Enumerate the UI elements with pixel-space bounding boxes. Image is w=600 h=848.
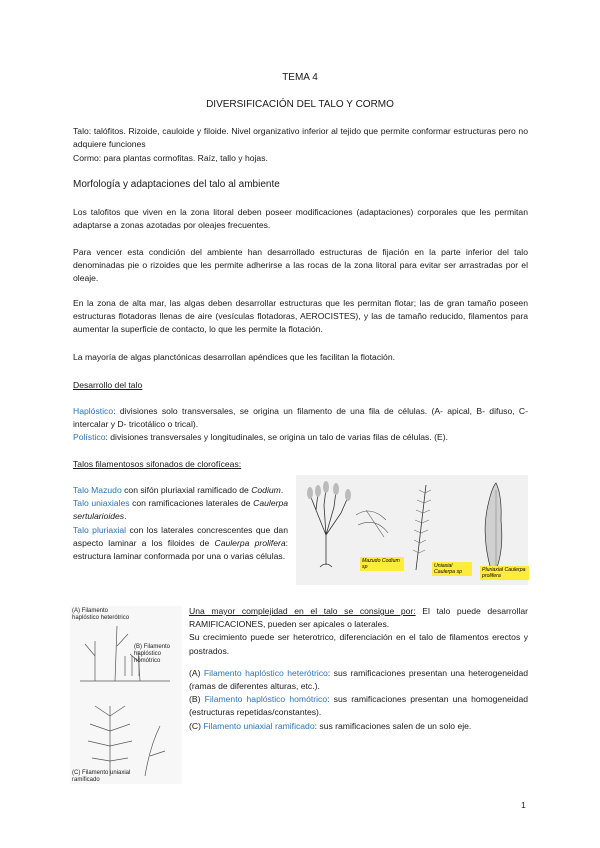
- intro-talo: Talo: talófitos. Rizoide, cauloide y filoide. Nivel organizativo inferior al tejido que permite conformar estructuras pero no adquiere funciones: [73, 126, 528, 150]
- figure-label-uniaxial: Uniaxial Caulerpa sp: [432, 562, 472, 576]
- item-a-term: Filamento haplóstico heterótrico: [203, 667, 328, 678]
- talo-mazudo-text: con sifón pluriaxial ramificado de: [121, 485, 252, 495]
- haplostico-definition: [73, 405, 528, 431]
- polistico-definition: [73, 431, 528, 444]
- talo-mazudo-end: .: [280, 485, 284, 495]
- complejidad-text: El talo puede desarrollar RAMIFICACIONES, pueden ser apicales o laterales.: [189, 606, 529, 630]
- figure-label-mazudo: Mazudo Codium sp: [360, 557, 404, 571]
- item-b-text: : sus ramificaciones presentan una homogeneidad (estructuras repetidas/constantes).: [189, 694, 529, 718]
- figure-label-uniaxial-ramificado: (C) Filamento uniaxial ramificado: [72, 770, 131, 783]
- talo-pluriaxial-species: Caulerpa prolifera: [214, 537, 286, 548]
- page-title: DIVERSIFICACIÓN DEL TALO Y CORMO: [206, 99, 394, 110]
- complejidad-paragraph: [189, 605, 528, 631]
- talo-uniaxial-species: Caulerpa sertularioides: [73, 498, 289, 522]
- talo-pluriaxial-item: [73, 524, 288, 564]
- crecimiento-paragraph: Su crecimiento puede ser heterotrico, diferenciación en el talo de filamentos erectos y postrados.: [189, 632, 528, 656]
- figure-label-homotrico: (B) Filamento haplóstico homótrico: [134, 644, 171, 664]
- figure-label-pluriaxial: Pluriaxial Caulerpa prolifera: [480, 566, 529, 580]
- talo-mazudo-term: Talo Mazudo: [73, 485, 122, 495]
- paragraph-litoral: Los talofitos que viven en la zona litoral deben poseer modificaciones (adaptaciones) corporales que les permitan adaptarse a zonas azotadas por oleajes frecuentes.: [73, 207, 528, 231]
- paragraph-planctonicas: La mayoría de algas planctónicas desarrollan apéndices que les facilitan la flotación.: [73, 352, 395, 362]
- ramificaciones-block: [189, 605, 528, 733]
- polistico-term: Polístico: [73, 432, 106, 442]
- filament-illustration: [70, 606, 182, 784]
- talo-uniaxial-item: [73, 497, 288, 523]
- haplostico-term: Haplóstico: [73, 406, 114, 416]
- complejidad-intro: Una mayor complejidad en el talo se consigue por:: [189, 606, 416, 616]
- talo-pluriaxial-term: Talo pluriaxial: [73, 524, 127, 535]
- item-uniaxial: [189, 720, 528, 733]
- figure-talos-sifonados: [296, 475, 528, 585]
- section-talos-filamentosos-heading: Talos filamentosos sifonados de clorofíceas:: [73, 459, 242, 469]
- talo-mazudo-species: Codium: [251, 485, 281, 495]
- paragraph-fijacion: Para vencer esta condición del ambiente han desarrollado estructuras de fijación en la parte inferior del talo denominadas pie o rizoides que les permite adherirse a las rocas de la zona litoral para evitar ser arrastradas por el oleaje.: [73, 247, 528, 284]
- figure-label-heterotrico: (A) Filamento haplóstico heterótrico: [72, 608, 130, 621]
- item-c-term: Filamento uniaxial ramificado: [203, 720, 315, 731]
- item-b-prefix: (B): [189, 694, 205, 705]
- talo-pluriaxial-end: : estructura laminar conformada por una o varias células.: [73, 537, 289, 562]
- page-number: 1: [521, 800, 526, 810]
- talo-uniaxial-end: .: [124, 511, 127, 522]
- section-desarrollo-heading: Desarrollo del talo: [73, 380, 143, 390]
- item-c-text: : sus ramificaciones salen de un solo eje.: [314, 720, 472, 731]
- item-a-text: : sus ramificaciones presentan una heterogeneidad (ramas de diferentes alturas, etc.).: [189, 667, 529, 692]
- polistico-text: : divisiones transversales y longitudinales, se origina un talo de varias filas de células. (E).: [105, 432, 448, 442]
- talo-mazudo-item: [73, 484, 288, 497]
- intro-cormo: Cormo: para plantas cormofitas. Raíz, tallo y hojas.: [73, 153, 268, 163]
- tema-label: TEMA 4: [282, 72, 318, 83]
- talo-uniaxial-text: con ramificaciones laterales de: [129, 498, 254, 509]
- item-a-prefix: (A): [189, 667, 204, 678]
- haplostico-text: : divisiones solo transversales, se origina un filamento de una fila de células. (A- apical, B- difuso, C- intercalar y D- tricotálico o trical).: [73, 406, 528, 430]
- talos-filamentosos-list: [73, 484, 288, 563]
- paragraph-alta-mar: En la zona de alta mar, las algas deben desarrollar estructuras que les permitan flotar; las de gran tamaño poseen estructuras flotadoras llenas de aire (vesículas flotadoras, AEROCISTES), y las de tamaño reducido, filamentos para aumentar la superficie de contacto, lo que les permite la flotación.: [73, 298, 528, 335]
- item-heterotrico: [189, 667, 528, 693]
- item-c-prefix: (C): [189, 720, 204, 731]
- item-b-term: Filamento haplóstico homótrico: [204, 694, 328, 705]
- item-homotrico: [189, 693, 528, 719]
- talo-uniaxial-term: Talo uniaxiales: [73, 498, 130, 509]
- talo-pluriaxial-text: con los laterales concrescentes que dan aspecto laminar a los filoides de: [73, 524, 288, 548]
- section-morfologia-heading: Morfología y adaptaciones del talo al ambiente: [73, 179, 280, 190]
- figure-ramificaciones: [70, 606, 182, 784]
